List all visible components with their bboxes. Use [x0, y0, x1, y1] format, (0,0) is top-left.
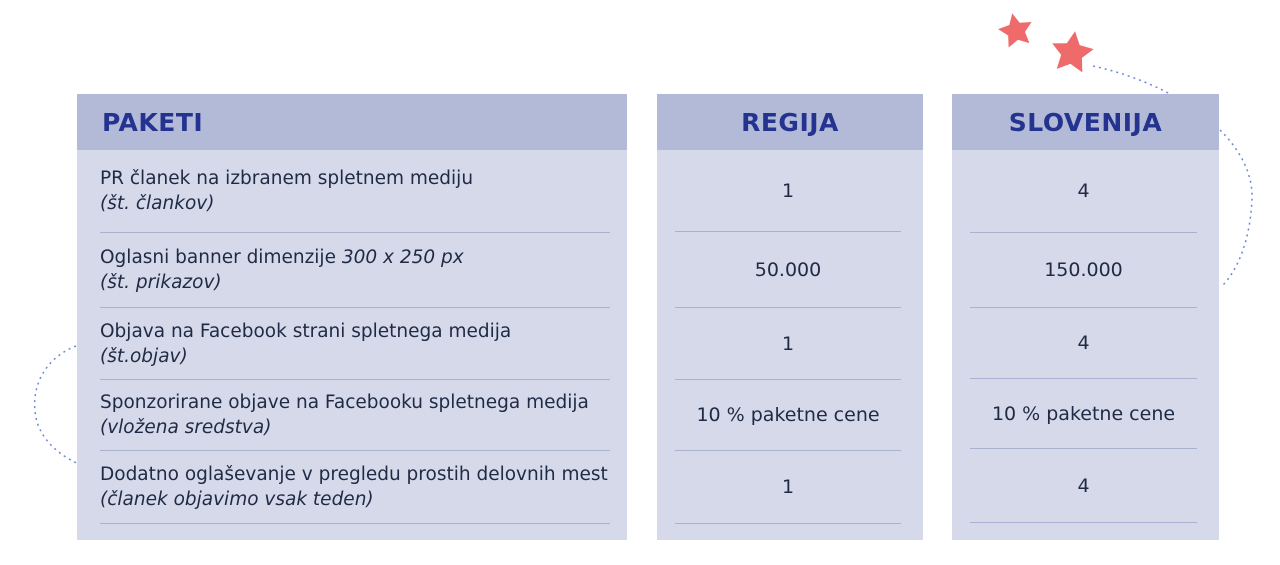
paket-sub: (vložena sredstva): [100, 417, 272, 438]
paket-row: [100, 308, 610, 380]
paketi-column: [77, 94, 627, 540]
regija-cell: 1: [675, 451, 901, 524]
paket-row: [100, 233, 610, 308]
paket-row: [100, 380, 610, 451]
regija-header: REGIJA: [657, 94, 923, 150]
paket-label-italic: 300 x 250 px: [341, 247, 464, 268]
paket-label: PR članek na izbranem spletnem mediju: [100, 168, 474, 189]
slovenija-cell: 4: [970, 150, 1197, 233]
star-icon: [996, 10, 1036, 49]
regija-cell: 1: [675, 150, 901, 232]
paket-label: Sponzorirane objave na Facebooku spletnega medija: [100, 392, 589, 413]
slovenija-cell: 4: [970, 308, 1197, 379]
slovenija-cell: 4: [970, 449, 1197, 523]
paket-label: Oglasni banner dimenzije: [100, 247, 342, 268]
slovenija-column: [952, 94, 1219, 540]
slovenija-cell: 150.000: [970, 233, 1197, 308]
paket-row: [100, 451, 610, 524]
paket-sub: (članek objavimo vsak teden): [100, 489, 374, 510]
paket-label: Objava na Facebook strani spletnega medija: [100, 320, 512, 342]
paket-sub: (št. člankov): [100, 193, 215, 214]
paketi-header: PAKETI: [77, 94, 627, 150]
star-icon: [1049, 28, 1096, 73]
paket-row: [100, 150, 610, 233]
regija-column: [657, 94, 923, 540]
regija-cell: 50.000: [675, 232, 901, 308]
regija-cell: 1: [675, 308, 901, 380]
regija-cell: 10 % paketne cene: [675, 380, 901, 451]
paket-label-wrap: [100, 245, 464, 270]
slovenija-cell: 10 % paketne cene: [970, 379, 1197, 449]
paket-sub: (št.objav): [100, 345, 188, 367]
slovenija-header: SLOVENIJA: [952, 94, 1219, 150]
paket-label: Dodatno oglaševanje v pregledu prostih delovnih mest: [100, 464, 608, 485]
paket-sub: (št. prikazov): [100, 272, 222, 293]
